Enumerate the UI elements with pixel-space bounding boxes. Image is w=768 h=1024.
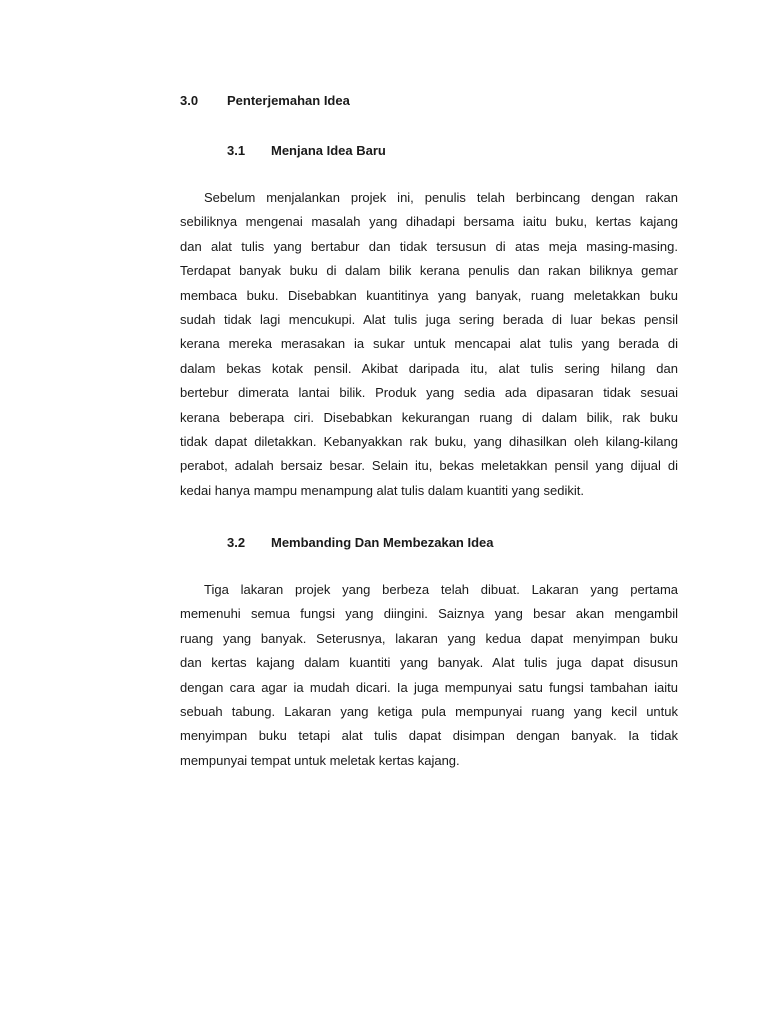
paragraph-line: tidak dapat diletakkan. Kebanyakkan rak buku, yang dihasilkan oleh kilang-kilang <box>180 434 678 450</box>
paragraph-line: Tiga lakaran projek yang berbeza telah dibuat. Lakaran yang pertama <box>204 582 678 597</box>
section-number: 3.0 <box>180 93 199 108</box>
section-title: Penterjemahan Idea <box>227 93 350 108</box>
paragraph-line: memenuhi semua fungsi yang diingini. Saiznya yang besar akan mengambil <box>180 606 678 622</box>
paragraph-line: sebiliknya mengenai masalah yang dihadapi bersama iaitu buku, kertas kajang <box>180 214 678 230</box>
paragraph-line: ruang yang banyak. Seterusnya, lakaran yang kedua dapat menyimpan buku <box>180 630 678 646</box>
subsection-title: Membanding Dan Membezakan Idea <box>271 535 494 550</box>
paragraph-line: sebuah tabung. Lakaran yang ketiga pula mempunyai ruang yang kecil untuk <box>180 704 678 720</box>
paragraph-line: perabot, adalah bersaiz besar. Selain itu, bekas meletakkan pensil yang dijual di <box>180 458 678 474</box>
paragraph-line: kerana beberapa ciri. Disebabkan kekurangan ruang di dalam bilik, rak buku <box>180 409 678 425</box>
subsection-number: 3.2 <box>227 535 246 550</box>
paragraph-line: membaca buku. Disebabkan kuantitinya yang banyak, ruang meletakkan buku <box>180 287 678 303</box>
subsection-title: Menjana Idea Baru <box>271 143 386 158</box>
paragraph-line: kedai hanya mampu menampung alat tulis dalam kuantiti yang sedikit. <box>180 482 584 498</box>
paragraph-line: menyimpan buku tetapi alat tulis dapat disimpan dengan banyak. Ia tidak <box>180 728 678 744</box>
paragraph-line: mempunyai tempat untuk meletak kertas kajang. <box>180 752 460 768</box>
paragraph-line: bertebur dimerata lantai bilik. Produk yang sedia ada dipasaran tidak sesuai <box>180 385 678 401</box>
paragraph-line: sudah tidak lagi mencukupi. Alat tulis juga sering berada di luar bekas pensil <box>180 312 678 328</box>
subsection-number: 3.1 <box>227 143 246 158</box>
paragraph-line: kerana mereka merasakan ia sukar untuk mencapai alat tulis yang berada di <box>180 336 678 352</box>
paragraph-line: dalam bekas kotak pensil. Akibat daripada itu, alat tulis sering hilang dan <box>180 360 678 376</box>
paragraph-line: dengan cara agar ia mudah dicari. Ia juga mempunyai satu fungsi tambahan iaitu <box>180 679 678 695</box>
paragraph-membanding-idea <box>180 578 678 773</box>
paragraph-menjana-idea <box>180 186 678 503</box>
paragraph-line: Terdapat banyak buku di dalam bilik kerana penulis dan rakan biliknya gemar <box>180 263 678 279</box>
paragraph-line: dan kertas kajang dalam kuantiti yang banyak. Alat tulis juga dapat disusun <box>180 655 678 671</box>
paragraph-line: dan alat tulis yang bertabur dan tidak tersusun di atas meja masing-masing. <box>180 238 678 254</box>
paragraph-line: Sebelum menjalankan projek ini, penulis telah berbincang dengan rakan <box>204 190 678 205</box>
